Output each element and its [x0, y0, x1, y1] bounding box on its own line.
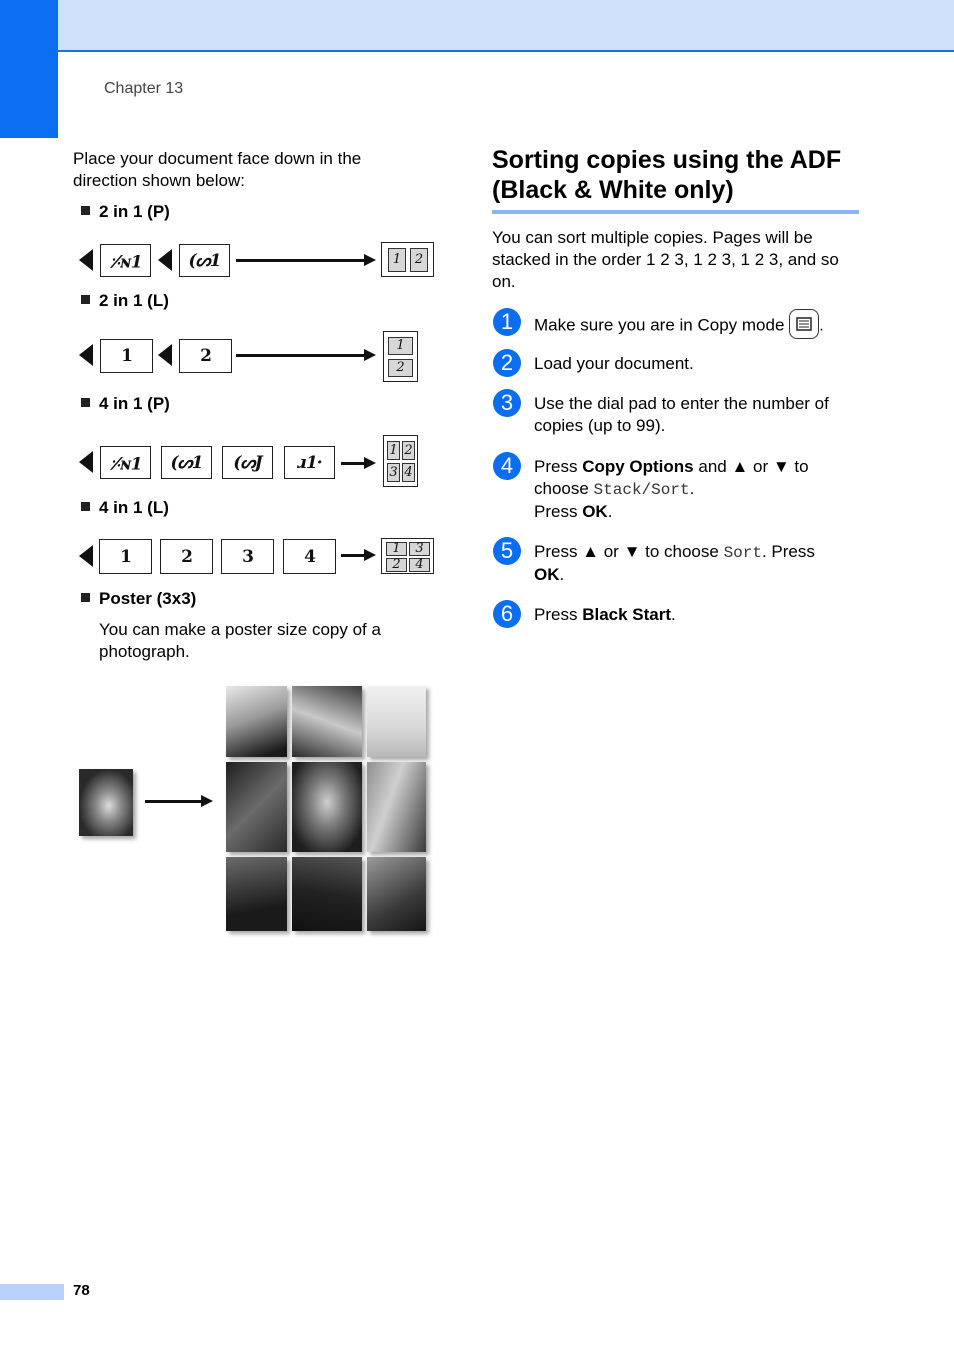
- poster-tile: [226, 857, 287, 931]
- feed-arrow-icon: [158, 249, 172, 271]
- page-thumb: ⸓ɴ1: [100, 446, 151, 479]
- output-sheet: 1 2: [381, 242, 434, 277]
- copy-mode-glyph: [790, 310, 818, 338]
- feed-arrow-icon: [158, 344, 172, 366]
- bullet-4in1-l: 4 in 1 (L): [81, 498, 169, 518]
- footer-band: [0, 1284, 64, 1300]
- poster-tile: [292, 762, 362, 852]
- right-arrow-icon: [145, 800, 209, 803]
- section-heading: Sorting copies using the ADF (Black & White only): [492, 146, 842, 204]
- copy-mode-icon: [789, 309, 819, 339]
- page-thumb: ⸓ɴ1: [100, 244, 151, 277]
- poster-tile: [226, 762, 287, 852]
- source-photo: [79, 769, 133, 836]
- poster-tile: [367, 857, 426, 931]
- poster-text: You can make a poster size copy of a photograph.: [99, 620, 381, 661]
- page-thumb: 1: [100, 339, 153, 373]
- output-sheet: 1 2: [383, 331, 418, 382]
- bullet-2in1-p: 2 in 1 (P): [81, 202, 170, 222]
- step-number: 4: [493, 452, 521, 480]
- step-4-text: Press Copy Options and ▲ or ▼ to choose Stack/Sort. Press OK.: [534, 457, 809, 521]
- page-thumb: 3: [221, 539, 274, 574]
- step-number: 2: [493, 349, 521, 377]
- feed-arrow-icon: [79, 249, 93, 271]
- right-arrow-icon: [341, 554, 372, 557]
- right-arrow-icon: [236, 259, 372, 262]
- step-number: 5: [493, 537, 521, 565]
- poster-tile: [226, 686, 287, 757]
- heading-rule: [492, 210, 859, 214]
- bullet-2in1-l: 2 in 1 (L): [81, 291, 169, 311]
- output-sheet: 1 2 3 4: [383, 435, 418, 487]
- feed-arrow-icon: [79, 545, 93, 567]
- poster-tile: [367, 686, 426, 757]
- page-thumb: 2: [179, 339, 232, 373]
- right-arrow-icon: [236, 354, 372, 357]
- chapter-label: Chapter 13: [104, 80, 184, 97]
- page-thumb: 1: [99, 539, 152, 574]
- poster-tile: [292, 857, 362, 931]
- right-arrow-icon: [341, 462, 372, 465]
- page-thumb: 2: [160, 539, 213, 574]
- step-2-text: Load your document.: [534, 354, 694, 373]
- output-sheet: 1 3 2 4: [381, 538, 434, 574]
- bullet-4in1-p: 4 in 1 (P): [81, 394, 170, 414]
- step-number: 6: [493, 600, 521, 628]
- step-3-text: Use the dial pad to enter the number of copies (up to 99).: [534, 394, 829, 435]
- step-1-text: Make sure you are in Copy mode .: [534, 311, 864, 341]
- page-thumb: 4: [283, 539, 336, 574]
- step-6-text: Press Black Start.: [534, 605, 676, 624]
- page-thumb: (ᔕ1: [161, 446, 212, 479]
- step-number: 3: [493, 389, 521, 417]
- page-thumb: (ᔕ1: [179, 244, 230, 277]
- page-thumb: ɹ1·: [284, 446, 335, 479]
- feed-arrow-icon: [79, 344, 93, 366]
- step-number: 1: [493, 308, 521, 336]
- feed-arrow-icon: [79, 451, 93, 473]
- poster-tile: [367, 762, 426, 852]
- chapter-tab: [0, 0, 58, 138]
- page-thumb: (ᔕJ: [222, 446, 273, 479]
- header-band: [0, 0, 954, 52]
- page-number: 78: [73, 1282, 90, 1299]
- section-intro: You can sort multiple copies. Pages will be stacked in the order 1 2 3, 1 2 3, 1 2 3, and so on.: [492, 228, 839, 291]
- step-5-text: Press ▲ or ▼ to choose Sort. Press OK.: [534, 542, 815, 584]
- poster-tile: [292, 686, 362, 757]
- bullet-poster: Poster (3x3): [81, 589, 196, 609]
- intro-text: Place your document face down in the direction shown below:: [73, 149, 362, 190]
